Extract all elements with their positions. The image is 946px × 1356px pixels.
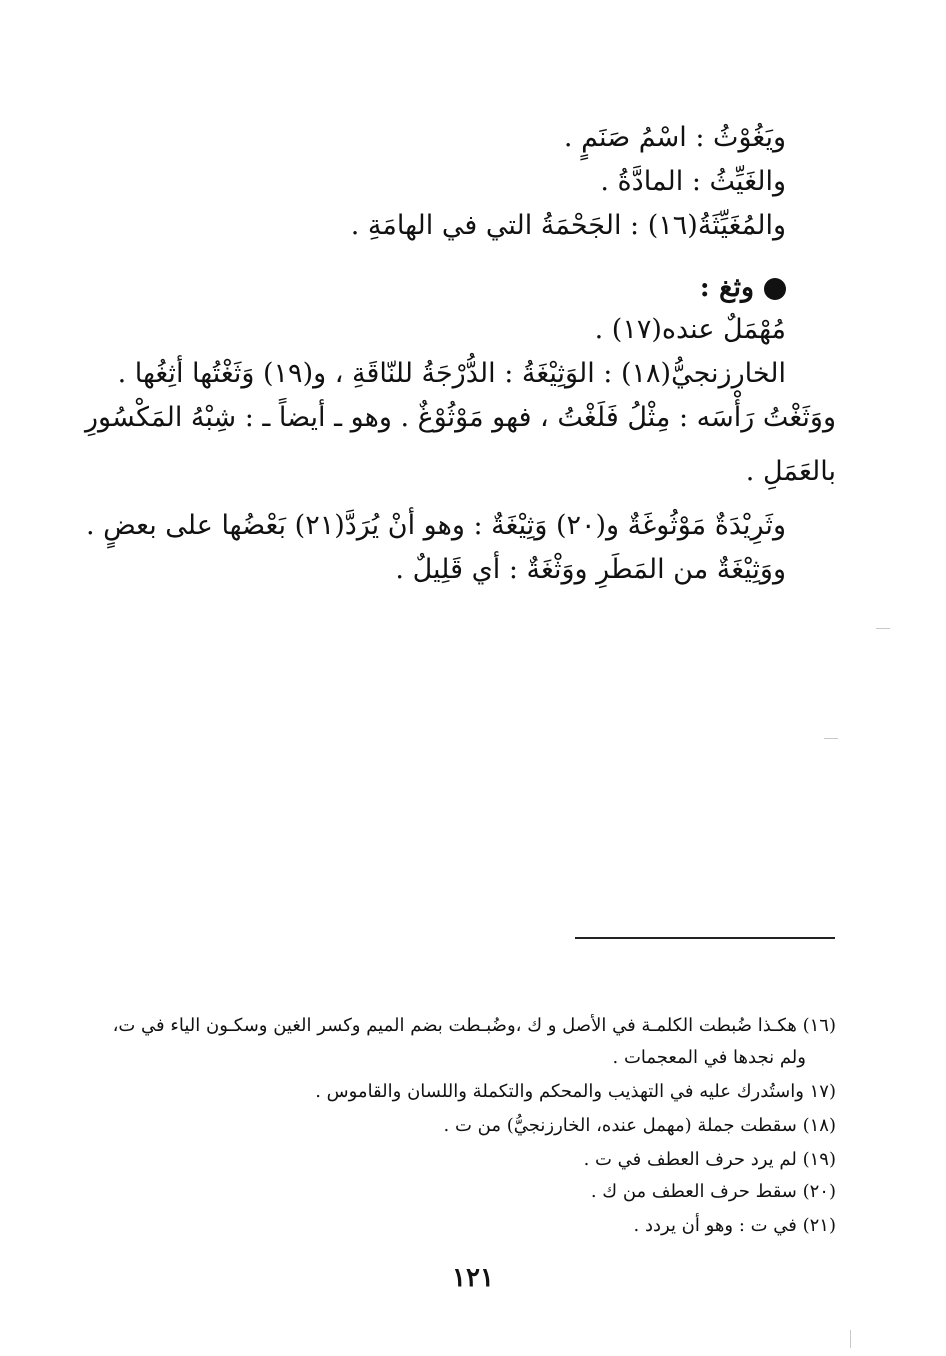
footnote-19: (١٩) لم يرد حرف العطف في ت . [583,1149,836,1170]
footnote-20: (٢٠) سقط حرف العطف من ك . [590,1181,836,1202]
entry-yaghuth: ويَغُوْثُ : اسْمُ صَنَمٍ . [563,122,786,153]
entry-ghayyith: والغَيِّثُ : المادَّةُ . [600,166,786,197]
section-line-1: مُهْمَلٌ عنده(١٧) . [594,314,786,345]
footnote-separator [575,937,835,939]
scan-mark [850,1330,851,1348]
bullet-icon [764,278,786,300]
section-line-3: ووَثَغْتُ رَأْسَه : مِثْلُ فَلَغْتُ ، فهو مَوْثُوْغٌ . وهو ـ أيضاً ـ : شِبْهُ المَكْسُورِ [85,402,836,433]
footnote-21: (٢١) في ت : وهو أن يردد . [633,1215,836,1236]
footnote-17: (١٧ واستُدرك عليه في التهذيب والمحكم والتكملة واللسان والقاموس . [315,1081,836,1102]
section-line-2: الخارزنجيُّ(١٨) : الوَثِيْغَةُ : الدُّرْجَةُ للنّاقَةِ ، و(١٩) وَثَغْتُها أثِغُها . [117,358,786,389]
section-line-6: ووَثِيْغَةٌ من المَطَرِ ووَثْغَةٌ : أي قَلِيلٌ . [395,554,786,585]
entry-mughayyitha: والمُغَيِّثَةُ(١٦) : الجَحْمَةُ التي في الهامَةِ . [350,210,786,241]
section-line-5: وثَرِيْدَةٌ مَوْثُوغَةٌ و(٢٠) وَثِيْغَةٌ : وهو أنْ يُرَدَّ(٢١) بَعْضُها على بعضٍ . [85,510,786,541]
footnote-16-continued: ولم نجدها في المعجمات . [612,1047,806,1068]
section-heading-text: وثغ : [699,272,754,303]
page-number: ١٢١ [452,1263,494,1293]
section-line-4: بالعَمَلِ . [745,456,836,487]
section-heading [700,268,786,308]
scan-mark [824,738,838,739]
footnote-16: (١٦) هكـذا ضُبطت الكلمـة في الأصل و ك ،وضُبـطت بضم الميم وكسر الغين وسكـون الياء في ت، [112,1015,836,1036]
footnote-18: (١٨) سقطت جملة (مهمل عنده، الخارزنجيُّ) من ت . [443,1115,836,1136]
scan-mark [876,628,890,629]
